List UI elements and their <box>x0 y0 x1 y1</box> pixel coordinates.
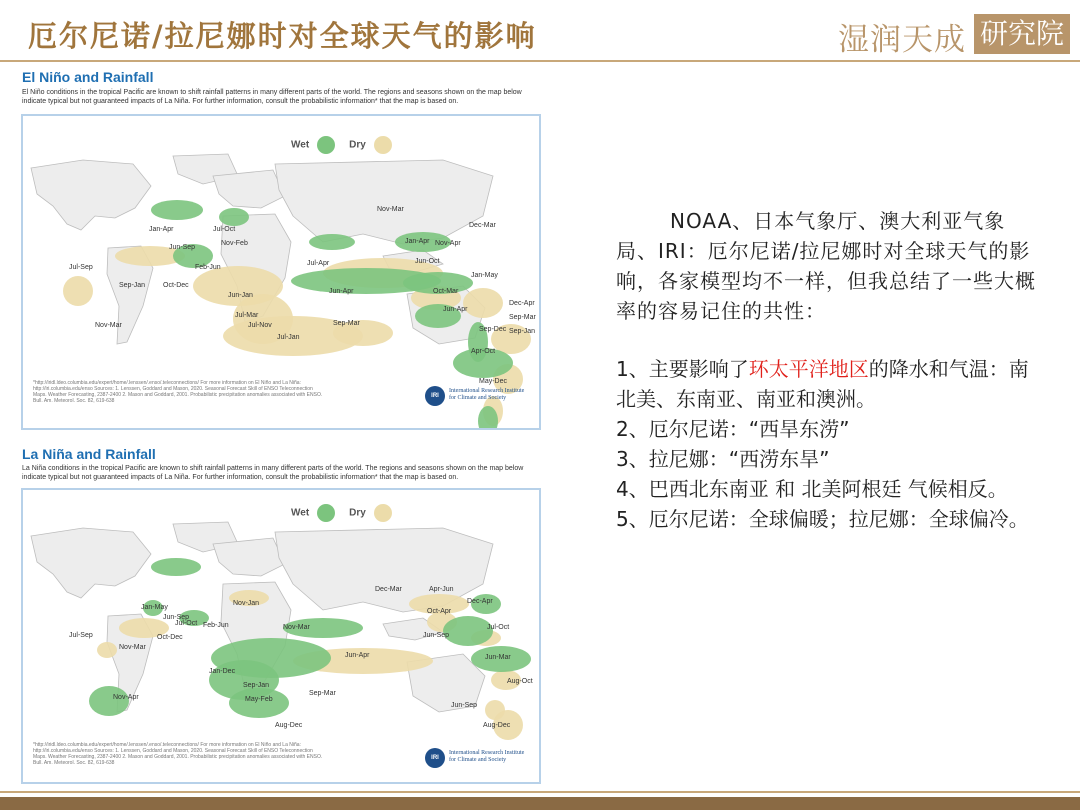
wet-region <box>443 616 493 646</box>
landmass-shape <box>213 538 285 576</box>
la-nina-panel-description: La Niña conditions in the tropical Pacific are known to shift rainfall patterns in many different parts of the world. The regions and seasons shown on the map below indicate typical but not guaranteed impacts of La Niña. For further information, consult the probabilistic information* that the map is based on. <box>22 465 524 481</box>
region-season-label: Sep-Jan <box>509 328 536 335</box>
summary-item-1-suffix: 的降水和气温：南北美、东南亚、南亚和澳洲。 <box>616 357 1029 411</box>
summary-item-5: 5、厄尔尼诺：全球偏暖；拉尼娜：全球偏冷。 <box>616 507 1029 531</box>
region-season-label: Jul-Apr <box>307 260 330 267</box>
legend-wet-label: Wet <box>291 507 310 519</box>
region-season-label: May-Feb <box>245 696 273 703</box>
legend-wet-swatch <box>317 136 335 154</box>
iri-logo-text: International Research Institute for Climate and Society <box>449 388 525 401</box>
region-season-label: Jul-Sep <box>69 264 93 271</box>
region-season-label: Jun-Jan <box>228 292 253 299</box>
region-season-label: Jun-Sep <box>423 632 450 639</box>
region-season-label: Aug-Dec <box>483 722 511 729</box>
region-season-label: Aug-Oct <box>507 678 533 685</box>
region-season-label: Sep-Dec <box>479 326 507 333</box>
region-season-label: Apr-Jun <box>429 586 454 593</box>
wet-region <box>89 686 129 716</box>
map-legend <box>291 504 406 522</box>
wet-region <box>151 200 203 220</box>
map-legend <box>291 136 406 154</box>
region-season-label: Jun-Apr <box>345 652 370 659</box>
region-season-label: Sep-Mar <box>509 314 536 321</box>
summary-text <box>616 206 1046 534</box>
iri-logo-icon: IRI <box>425 386 445 406</box>
region-season-label: Dec-Apr <box>467 598 493 605</box>
page-title: 厄尔尼诺/拉尼娜时对全球天气的影响 <box>28 19 537 53</box>
landmass-shape <box>31 528 151 598</box>
la-nina-panel-title: La Niña and Rainfall <box>22 446 156 462</box>
el-nino-panel-description: El Niño conditions in the tropical Pacific are known to shift rainfall patterns in many different parts of the world. The regions and seasons shown on the map below indicate typical but not guaranteed impacts of La Niña. For further information, consult the probabilistic information* that the map is based on. <box>22 89 522 105</box>
wet-region <box>309 234 355 250</box>
region-season-label: Nov-Feb <box>221 240 248 247</box>
region-season-label: Jul-Sep <box>69 632 93 639</box>
region-season-label: Dec-Mar <box>375 586 402 593</box>
legend-dry-label: Dry <box>349 139 366 151</box>
region-season-label: Jun-Sep <box>169 244 196 251</box>
landmass-shape <box>31 160 151 230</box>
wet-region <box>229 688 289 718</box>
region-season-label: Nov-Apr <box>113 694 139 701</box>
region-season-label: Jul-Oct <box>213 226 236 233</box>
region-season-label: Jun-Mar <box>485 654 511 661</box>
summary-gap <box>616 326 1046 354</box>
region-season-label: Nov-Mar <box>377 206 404 213</box>
region-season-label: Aug-Dec <box>275 722 303 729</box>
dry-region <box>63 276 93 306</box>
region-season-label: Sep-Jan <box>119 282 146 289</box>
region-season-label: Sep-Mar <box>333 320 360 327</box>
wet-region <box>219 208 249 226</box>
region-season-label: Jul-Jan <box>277 334 300 341</box>
region-season-label: Nov-Jan <box>233 600 260 607</box>
region-season-label: Jul-Nov <box>248 322 272 329</box>
region-season-label: Dec-Mar <box>469 222 496 229</box>
region-season-label: Nov-Mar <box>283 624 310 631</box>
region-season-label: Jan-May <box>141 604 168 611</box>
el-nino-panel-title: El Niño and Rainfall <box>22 69 154 85</box>
region-season-label: Sep-Jan <box>243 682 270 689</box>
header-divider <box>0 60 1080 62</box>
region-season-label: Feb-Jun <box>195 264 221 271</box>
iri-logo-icon: IRI <box>425 748 445 768</box>
region-season-label: Jun-Apr <box>329 288 354 295</box>
region-season-label: Jul-Oct <box>175 620 198 627</box>
region-season-label: Jul-Mar <box>235 312 259 319</box>
dry-region <box>97 642 117 658</box>
logo <box>838 14 1070 58</box>
summary-intro: NOAA、日本气象厅、澳大利亚气象局、IRI：厄尔尼诺/拉尼娜时对全球天气的影响，各家模型均不一样，但我总结了一些大概率的容易记住的共性： <box>616 209 1036 323</box>
map-source-notes: *http://iridl.ldeo.columbia.edu/expert/home/.lenssen/.enso/.teleconnections/ For more information on El Niño and La Niña: http://iri.columbia.edu/enso Sources: 1. Lenssen, Goddard and Mason, 2020. Seasonal Forecast Skill of ENSO Teleconnection Maps. Weather Forecasting, 2387-2400 2. Mason and Goddard, 2001. Probabilistic precipitation anomalies associated with ENSO. Bull. Am. Meteorol. Soc. 82, 619-638 <box>33 380 323 404</box>
legend-dry-swatch <box>374 504 392 522</box>
landmass-shape <box>213 170 285 208</box>
iri-logo-text: International Research Institute for Climate and Society <box>449 750 525 763</box>
wet-region <box>151 558 201 576</box>
region-season-label: Nov-Mar <box>119 644 146 651</box>
map-source-notes: *http://iridl.ldeo.columbia.edu/expert/home/.lenssen/.enso/.teleconnections/ For more information on El Niño and La Niña: http://iri.columbia.edu/enso Sources: 1. Lenssen, Goddard and Mason, 2020. Seasonal Forecast Skill of ENSO Teleconnection Maps. Weather Forecasting, 2387-2400 2. Mason and Goddard, 2001. Probabilistic precipitation anomalies associated with ENSO. Bull. Am. Meteorol. Soc. 82, 619-638 <box>33 742 323 766</box>
region-season-label: Apr-Oct <box>471 348 496 355</box>
region-season-label: May-Dec <box>479 378 508 385</box>
region-season-label: Jan-Apr <box>149 226 174 233</box>
world-map-svg <box>23 490 539 782</box>
region-season-label: Jun-Sep <box>163 614 190 621</box>
region-season-label: Jun-Oct <box>415 258 440 265</box>
legend-dry-swatch <box>374 136 392 154</box>
region-season-label: Oct-Mar <box>433 288 459 295</box>
summary-item-3: 3、拉尼娜：“西涝东旱” <box>616 447 830 471</box>
region-season-label: Oct-Apr <box>427 608 452 615</box>
region-season-label: Jul-Oct <box>487 624 510 631</box>
summary-item-2: 2、厄尔尼诺：“西旱东涝” <box>616 417 850 441</box>
footer-bar <box>0 797 1080 810</box>
region-season-label: Jan-May <box>471 272 498 279</box>
region-season-label: Nov-Apr <box>435 240 461 247</box>
region-season-label: Oct-Dec <box>163 282 189 289</box>
region-season-label: Oct-Dec <box>157 634 183 641</box>
landmass-shape <box>275 160 493 244</box>
summary-item-1-highlight: 环太平洋地区 <box>748 357 869 381</box>
region-season-label: Jan-Apr <box>405 238 430 245</box>
legend-wet-swatch <box>317 504 335 522</box>
region-season-label: Dec-Apr <box>509 300 535 307</box>
legend-dry-label: Dry <box>349 507 366 519</box>
region-season-label: Jan-Dec <box>209 668 236 675</box>
dry-region <box>463 288 503 318</box>
el-nino-rainfall-map <box>21 114 541 430</box>
footer-divider <box>0 791 1080 793</box>
summary-item-1-prefix: 1、主要影响了 <box>616 357 749 381</box>
region-season-label: Feb-Jun <box>203 622 229 629</box>
region-season-label: Jun-Sep <box>451 702 478 709</box>
la-nina-rainfall-map <box>21 488 541 784</box>
legend-wet-label: Wet <box>291 139 310 151</box>
region-season-label: Sep-Mar <box>309 690 336 697</box>
region-season-label: Jun-Apr <box>443 306 468 313</box>
region-season-label: Nov-Mar <box>95 322 122 329</box>
summary-item-1 <box>616 354 1046 414</box>
logo-box-text: 研究院 <box>974 14 1070 54</box>
summary-item-4: 4、巴西北东南亚 和 北美阿根廷 气候相反。 <box>616 477 1008 501</box>
logo-text: 湿润天成 <box>838 22 966 58</box>
